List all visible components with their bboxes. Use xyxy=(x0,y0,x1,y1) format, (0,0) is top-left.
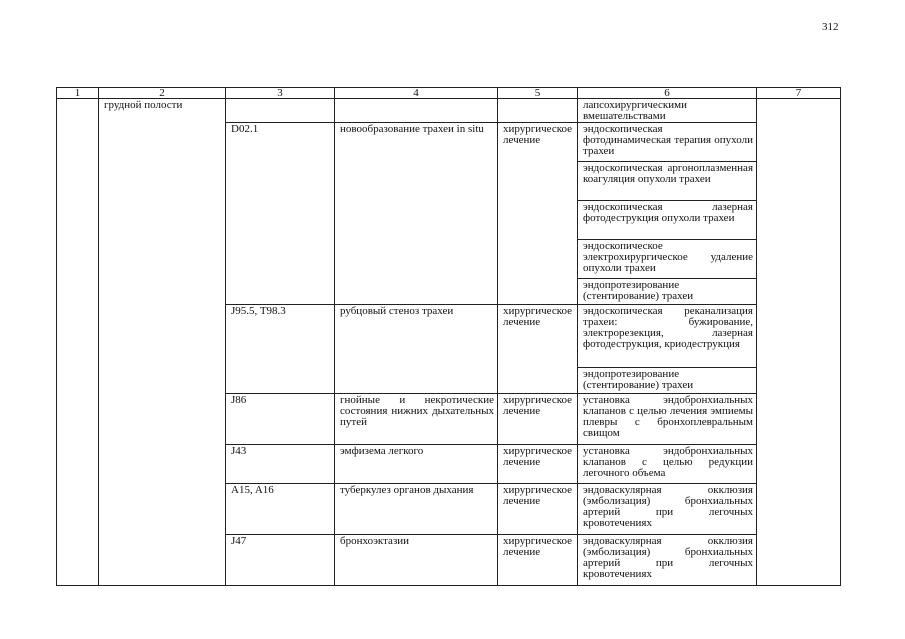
diagnosis-code: J95.5, T98.3 xyxy=(226,305,335,394)
column-number: 3 xyxy=(226,88,335,99)
column-number: 4 xyxy=(335,88,498,99)
section-name: грудной полости xyxy=(99,99,226,586)
condition-name: гнойные и некротические состояния нижних дыхательных путей xyxy=(335,394,498,445)
method-cell: эндоскопическая фотодинамическая терапия опухоли трахеи xyxy=(578,123,757,162)
column-number: 6 xyxy=(578,88,757,99)
empty-cell xyxy=(335,99,498,123)
empty-cell xyxy=(498,99,578,123)
treatment-type: хирургическое лечение xyxy=(498,535,578,586)
column-number: 5 xyxy=(498,88,578,99)
method-cell: эндоваскулярная окклюзия (эмболизация) бронхиальных артерий при легочных кровотечениях xyxy=(578,484,757,535)
method-cell: эндопротезирование (стентирование) трахеи xyxy=(578,279,757,305)
method-cell: эндоскопическое электрохирургическое удаление опухоли трахеи xyxy=(578,240,757,279)
medical-care-table xyxy=(56,87,841,586)
method-cell: установка эндобронхиальных клапанов с целью редукции легочного объема xyxy=(578,445,757,484)
column-number: 7 xyxy=(757,88,841,99)
page-number: 312 xyxy=(822,21,839,33)
method-cell: эндоскопическая лазерная фотодеструкция опухоли трахеи xyxy=(578,201,757,240)
method-cell: установка эндобронхиальных клапанов с целью лечения эмпиемы плевры с бронхоплевральным свищом xyxy=(578,394,757,445)
column-number-row xyxy=(57,88,841,99)
method-cell: эндоваскулярная окклюзия (эмболизация) бронхиальных артерий при легочных кровотечениях xyxy=(578,535,757,586)
treatment-type: хирургическое лечение xyxy=(498,484,578,535)
diagnosis-code: J86 xyxy=(226,394,335,445)
table-row xyxy=(57,99,841,123)
method-cell: лапсохирургическими вмешательствами xyxy=(578,99,757,123)
treatment-type: хирургическое лечение xyxy=(498,305,578,394)
condition-name: рубцовый стеноз трахеи xyxy=(335,305,498,394)
treatment-type: хирургическое лечение xyxy=(498,394,578,445)
condition-name: новообразование трахеи in situ xyxy=(335,123,498,305)
treatment-type: хирургическое лечение xyxy=(498,445,578,484)
diagnosis-code: A15, A16 xyxy=(226,484,335,535)
empty-cell xyxy=(226,99,335,123)
condition-name: туберкулез органов дыхания xyxy=(335,484,498,535)
method-cell: эндоскопическая аргоноплазменная коагуляция опухоли трахеи xyxy=(578,162,757,201)
diagnosis-code: J47 xyxy=(226,535,335,586)
empty-cell xyxy=(57,99,99,586)
diagnosis-code: D02.1 xyxy=(226,123,335,305)
treatment-type: хирургическое лечение xyxy=(498,123,578,305)
method-cell: эндопротезирование (стентирование) трахеи xyxy=(578,368,757,394)
column-number: 1 xyxy=(57,88,99,99)
condition-name: бронхоэктазии xyxy=(335,535,498,586)
condition-name: эмфизема легкого xyxy=(335,445,498,484)
column-number: 2 xyxy=(99,88,226,99)
empty-cell xyxy=(757,99,841,586)
method-cell: эндоскопическая реканализация трахеи: бужирование, электрорезекция, лазерная фотодеструкция, криодеструкция xyxy=(578,305,757,368)
diagnosis-code: J43 xyxy=(226,445,335,484)
